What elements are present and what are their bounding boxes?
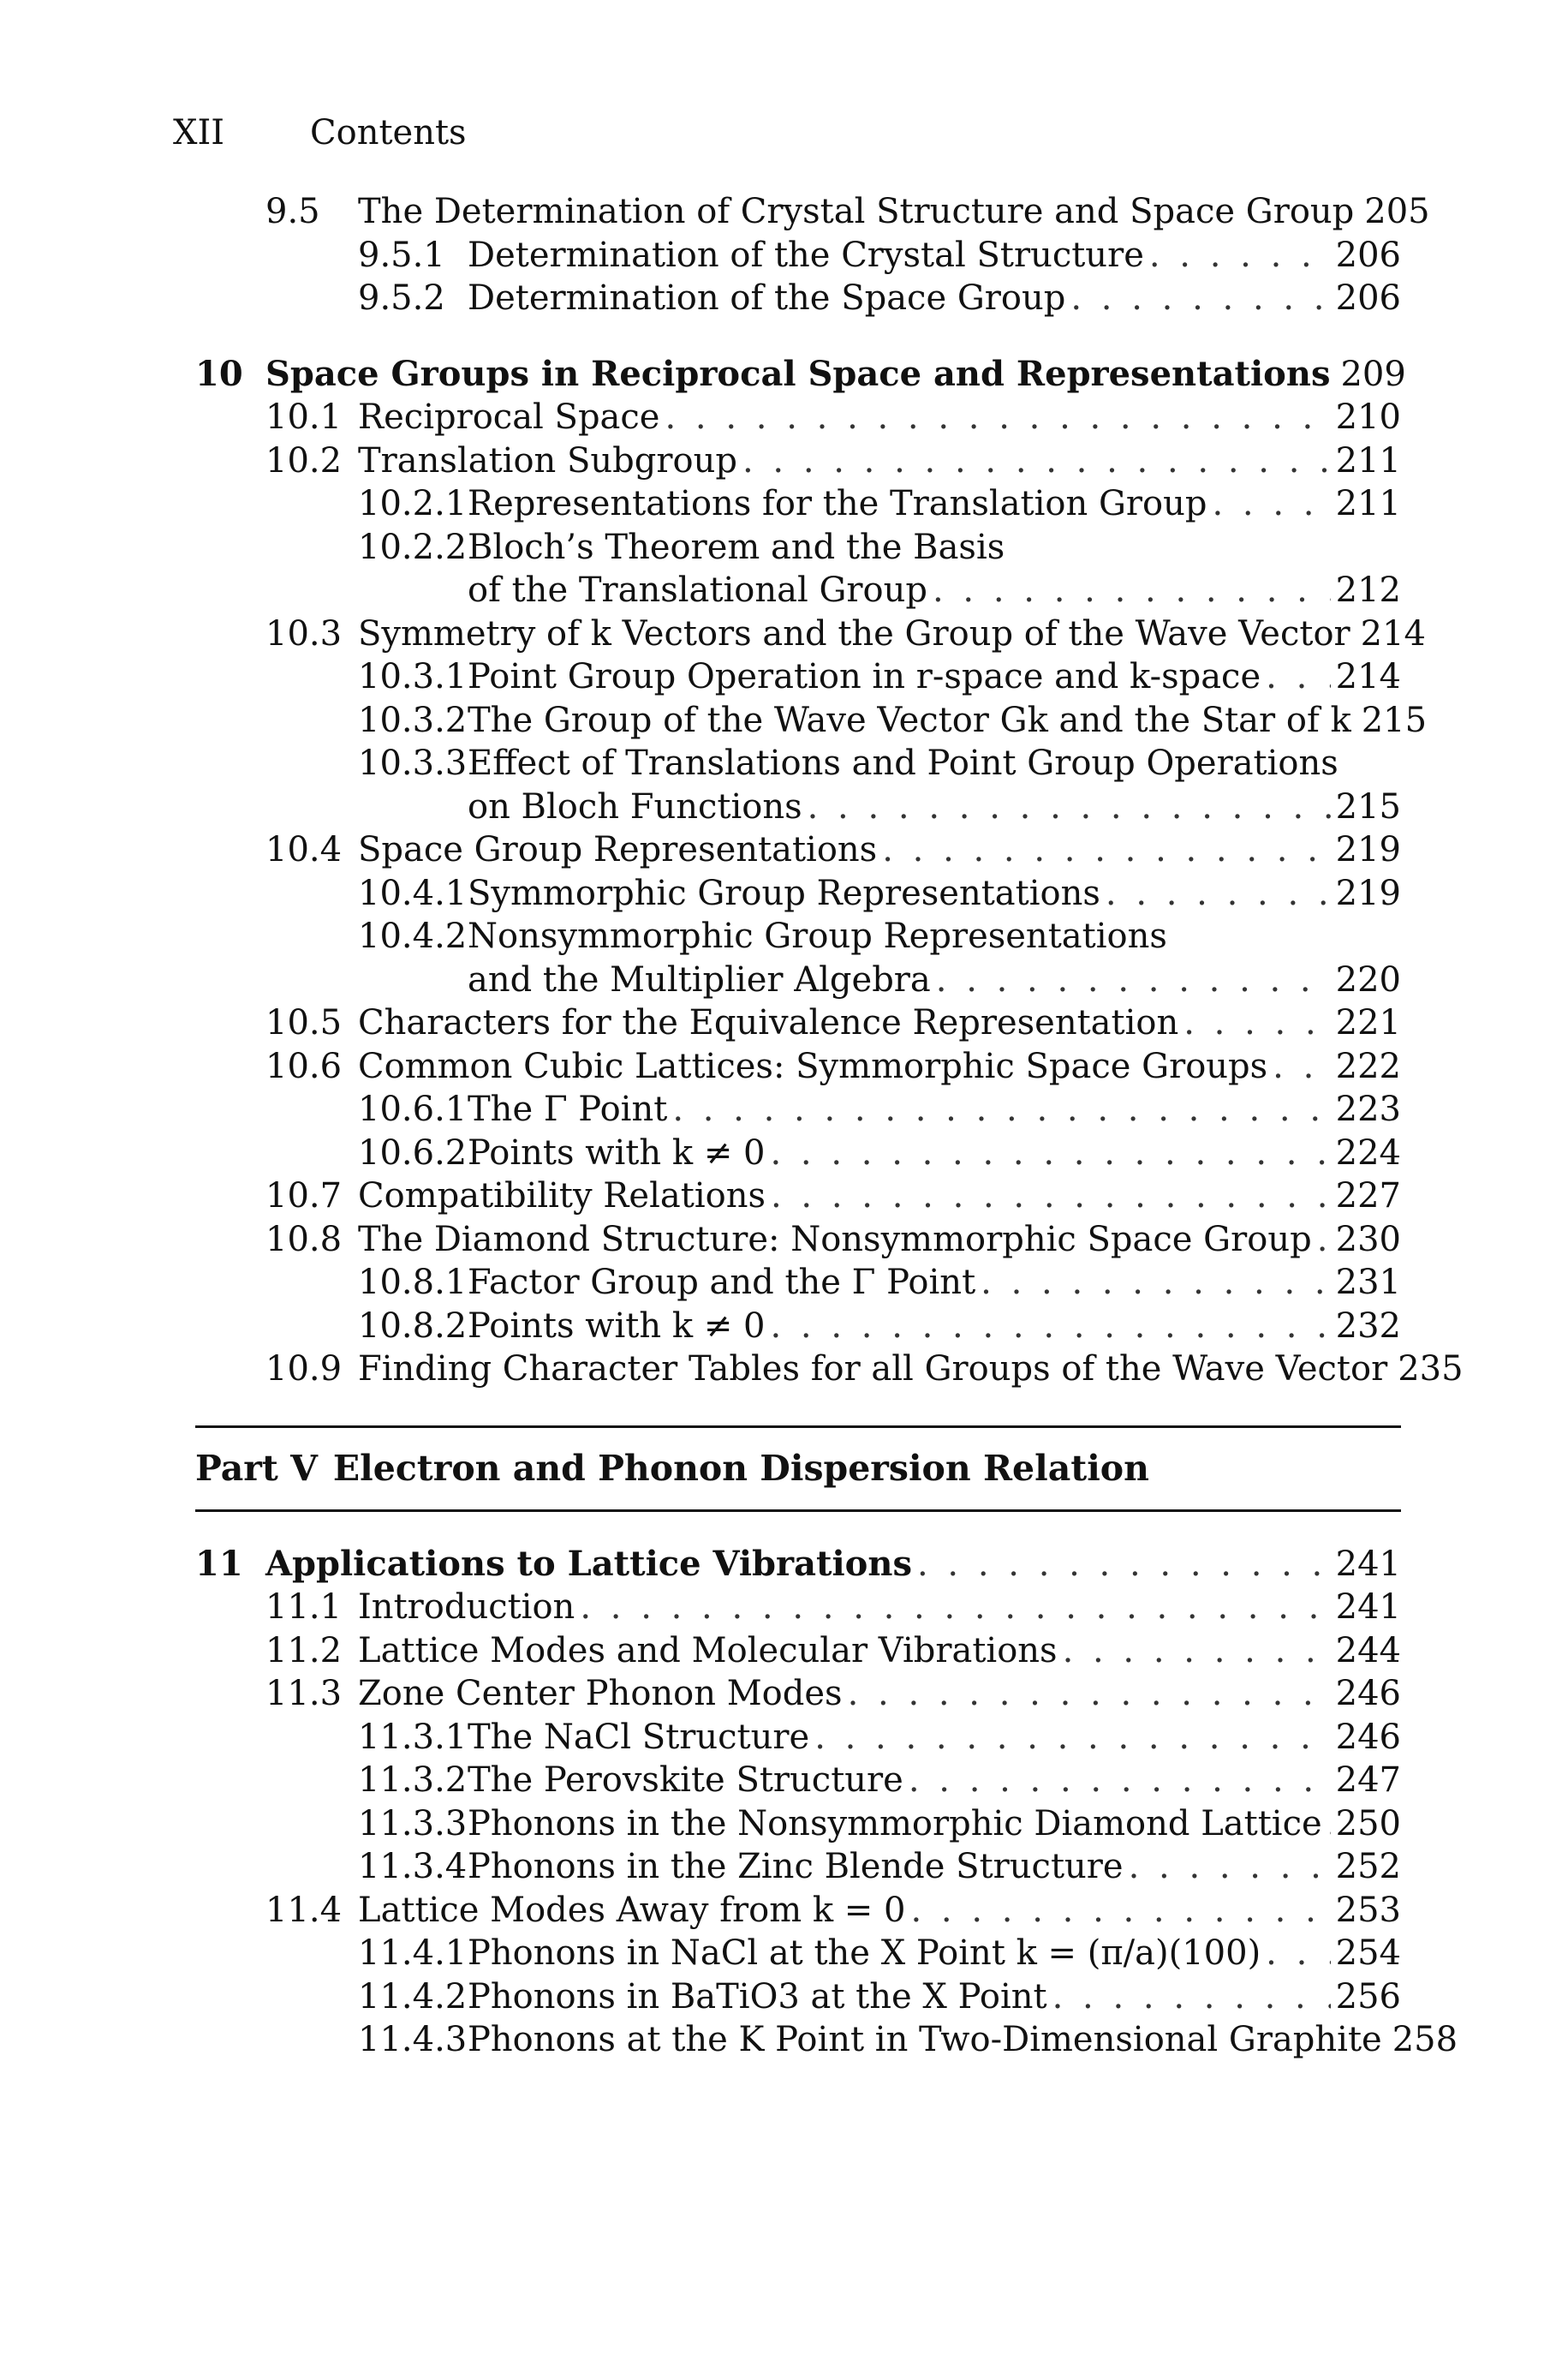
entry-number: 10.3.2 — [358, 700, 468, 740]
entry-title: Space Groups in Reciprocal Space and Representations — [265, 353, 1331, 394]
entry-page-number: 246 — [1335, 1717, 1401, 1757]
dot-leader — [665, 396, 1330, 439]
toc-entry[interactable] — [195, 190, 1430, 234]
dot-leader — [1266, 1932, 1330, 1975]
entry-page-number: 232 — [1335, 1306, 1401, 1346]
entry-title: Reciprocal Space — [358, 397, 660, 437]
entry-title: Phonons in NaCl at the X Point k = (π/a)(100) — [468, 1933, 1261, 1973]
entry-page-number: 250 — [1335, 1803, 1401, 1843]
spacer — [195, 320, 1401, 353]
dot-leader — [1149, 234, 1331, 278]
entry-title: Determination of the Crystal Structure — [468, 235, 1144, 275]
entry-page-number: 231 — [1335, 1263, 1401, 1302]
dot-leader — [1052, 1975, 1331, 2019]
toc-entry[interactable] — [195, 828, 1401, 872]
entry-number: 10.6 — [265, 1046, 343, 1086]
entry-number: 11.3 — [265, 1674, 343, 1713]
toc-entry[interactable] — [195, 353, 1406, 397]
entry-page-number: 206 — [1335, 235, 1401, 275]
entry-page-number: 222 — [1335, 1046, 1401, 1086]
entry-page-number: 211 — [1335, 440, 1401, 481]
toc-entry[interactable] — [195, 699, 1428, 743]
entry-page-number: 205 — [1364, 192, 1430, 231]
toc-entry[interactable] — [195, 1045, 1401, 1089]
entry-number: 10.8.1 — [358, 1263, 468, 1302]
entry-title: The Diamond Structure: Nonsymmorphic Space Group — [358, 1219, 1312, 1259]
toc-entry[interactable] — [195, 786, 1401, 829]
toc-entry[interactable] — [195, 1174, 1401, 1218]
entry-number: 10.7 — [265, 1176, 343, 1216]
entry-page-number: 215 — [1335, 786, 1401, 827]
toc-entry[interactable] — [195, 1132, 1401, 1175]
entry-number: 10.2.1 — [358, 484, 468, 523]
entry-number: 10.4.2 — [358, 917, 468, 956]
toc-entry[interactable] — [195, 1932, 1401, 1975]
entry-title: The Perovskite Structure — [468, 1760, 903, 1800]
entry-title: The NaCl Structure — [468, 1717, 810, 1757]
entry-title: Points with k ≠ 0 — [468, 1132, 766, 1173]
entry-title: Determination of the Space Group — [468, 278, 1066, 318]
entry-number: 11.4.2 — [358, 1976, 468, 2017]
entry-title: Characters for the Equivalence Representation — [358, 1003, 1179, 1043]
entry-title: Phonons in the Nonsymmorphic Diamond Lattice — [468, 1803, 1322, 1843]
dot-leader — [1273, 1045, 1330, 1089]
entry-title: Bloch’s Theorem and the Basis — [468, 527, 1005, 567]
toc-block-chapter-9 — [195, 190, 1430, 320]
entry-page-number: 235 — [1398, 1349, 1464, 1389]
entry-page-number: 247 — [1335, 1760, 1401, 1800]
toc-entry[interactable] — [195, 612, 1427, 656]
entry-number: 11 — [195, 1543, 243, 1584]
part-title: Electron and Phonon Dispersion Relation — [332, 1448, 1149, 1489]
entry-page-number: 215 — [1361, 700, 1428, 740]
entry-number: 11.2 — [265, 1630, 343, 1670]
entry-title: Point Group Operation in r-space and k-space — [468, 657, 1261, 696]
entry-title: and the Multiplier Algebra — [468, 959, 931, 1000]
dot-leader — [1063, 1629, 1331, 1673]
dot-leader — [672, 1088, 1330, 1132]
toc-entry[interactable] — [195, 742, 1401, 786]
dot-leader — [580, 1586, 1330, 1629]
entry-number: 10.6.1 — [358, 1090, 468, 1129]
entry-number: 10.3.1 — [358, 657, 468, 696]
entry-title: Lattice Modes and Molecular Vibrations — [358, 1630, 1058, 1670]
dot-leader — [981, 1261, 1330, 1305]
entry-page-number: 224 — [1335, 1132, 1401, 1173]
entry-page-number: 244 — [1335, 1630, 1401, 1670]
toc-entry[interactable] — [195, 1088, 1401, 1132]
entry-number: 10.8 — [265, 1219, 343, 1259]
entry-page-number: 252 — [1335, 1847, 1401, 1886]
entry-number: 11.4.3 — [358, 2020, 468, 2059]
entry-number: 10.5 — [265, 1003, 343, 1043]
entry-number: 10.4 — [265, 830, 343, 869]
toc-entry[interactable] — [195, 915, 1401, 959]
table-of-contents — [195, 190, 1464, 2062]
entry-number: 9.5.1 — [358, 235, 445, 275]
entry-title: Introduction — [358, 1587, 575, 1627]
entry-page-number: 256 — [1335, 1976, 1401, 2017]
entry-number: 11.3.1 — [358, 1717, 468, 1757]
toc-entry[interactable] — [195, 1347, 1464, 1391]
entry-title: Factor Group and the Γ Point — [468, 1263, 976, 1302]
entry-page-number: 220 — [1335, 959, 1401, 1000]
dot-leader — [808, 786, 1331, 829]
entry-number: 10.8.2 — [358, 1306, 468, 1346]
toc-block-chapter-11 — [195, 1543, 1458, 2062]
part-label: Part V — [195, 1448, 318, 1489]
entry-number: 10.2 — [265, 440, 343, 481]
entry-title: Applications to Lattice Vibrations — [265, 1543, 912, 1584]
dot-leader — [771, 1174, 1331, 1218]
dot-leader — [1327, 1802, 1331, 1846]
toc-entry[interactable] — [195, 482, 1401, 526]
entry-number: 10.9 — [265, 1349, 343, 1389]
dot-leader — [936, 959, 1331, 1002]
entry-title: Zone Center Phonon Modes — [358, 1674, 843, 1713]
toc-entry[interactable] — [195, 1629, 1401, 1673]
toc-entry[interactable] — [195, 1261, 1401, 1305]
dot-leader — [770, 1132, 1330, 1175]
entry-title: Representations for the Translation Group — [468, 484, 1207, 523]
entry-title: Compatibility Relations — [358, 1176, 766, 1216]
entry-page-number: 258 — [1392, 2020, 1458, 2059]
toc-entry[interactable] — [195, 1586, 1401, 1629]
toc-entry[interactable] — [195, 959, 1401, 1002]
toc-entry[interactable] — [195, 2018, 1458, 2062]
entry-number: 11.1 — [265, 1587, 343, 1627]
dot-leader — [1266, 655, 1331, 699]
toc-entry[interactable] — [195, 1845, 1401, 1889]
toc-entry[interactable] — [195, 234, 1401, 278]
dot-leader — [1106, 872, 1331, 916]
entry-title: Phonons at the K Point in Two-Dimensional Graphite — [468, 2020, 1382, 2059]
entry-title: Phonons in the Zinc Blende Structure — [468, 1847, 1124, 1886]
entry-title: on Bloch Functions — [468, 786, 802, 827]
toc-entry[interactable] — [195, 655, 1401, 699]
entry-title: Symmorphic Group Representations — [468, 873, 1100, 913]
entry-number: 10.2.2 — [358, 527, 468, 567]
running-head — [173, 113, 467, 152]
entry-number: 10.3.3 — [358, 744, 468, 783]
toc-entry[interactable] — [195, 1759, 1401, 1802]
entry-title: The Group of the Wave Vector Gk and the Star of k — [468, 700, 1351, 740]
dot-leader — [910, 1889, 1330, 1933]
entry-number: 10.6.2 — [358, 1132, 468, 1173]
dot-leader — [770, 1305, 1330, 1348]
entry-page-number: 219 — [1335, 873, 1401, 913]
entry-number: 11.3.2 — [358, 1760, 468, 1800]
running-title: Contents — [310, 113, 467, 152]
entry-number: 10.3 — [265, 613, 343, 654]
entry-page-number: 254 — [1335, 1933, 1401, 1973]
toc-entry[interactable] — [195, 1543, 1401, 1586]
entry-title: Common Cubic Lattices: Symmorphic Space Groups — [358, 1046, 1268, 1086]
dot-leader — [882, 828, 1330, 872]
entry-title: of the Translational Group — [468, 571, 927, 610]
toc-entry[interactable] — [195, 526, 1401, 570]
dot-leader — [1213, 482, 1331, 526]
toc-entry[interactable] — [195, 1305, 1401, 1348]
entry-page-number: 211 — [1335, 484, 1401, 523]
entry-page-number: 246 — [1335, 1674, 1401, 1713]
toc-entry[interactable] — [195, 569, 1401, 612]
entry-title: Space Group Representations — [358, 830, 878, 869]
dot-leader — [848, 1672, 1331, 1716]
dot-leader — [1317, 1218, 1331, 1262]
toc-entry[interactable] — [195, 1975, 1401, 2019]
entry-page-number: 253 — [1335, 1890, 1401, 1930]
entry-page-number: 221 — [1335, 1003, 1401, 1043]
toc-entry[interactable] — [195, 1802, 1401, 1846]
entry-page-number: 214 — [1335, 657, 1401, 696]
part-heading — [195, 1425, 1401, 1512]
toc-block-chapter-10 — [195, 353, 1464, 1391]
toc-entry[interactable] — [195, 277, 1401, 320]
entry-page-number: 212 — [1335, 571, 1401, 610]
toc-entry[interactable] — [195, 396, 1401, 439]
entry-page-number: 210 — [1335, 397, 1401, 437]
dot-leader — [814, 1716, 1330, 1760]
entry-title: Lattice Modes Away from k = 0 — [358, 1890, 906, 1930]
entry-title: The Γ Point — [468, 1090, 668, 1129]
entry-number: 10.1 — [265, 397, 343, 437]
entry-page-number: 219 — [1335, 830, 1401, 869]
entry-number: 9.5 — [265, 192, 320, 231]
entry-number: 11.3.4 — [358, 1847, 468, 1886]
toc-entry[interactable] — [195, 439, 1401, 483]
entry-title: Phonons in BaTiO3 at the X Point — [468, 1976, 1047, 2017]
toc-entry[interactable] — [195, 1889, 1401, 1933]
entry-title: Finding Character Tables for all Groups of the Wave Vector — [358, 1349, 1388, 1389]
entry-number: 11.3.3 — [358, 1803, 468, 1843]
dot-leader — [1129, 1845, 1331, 1889]
entry-title: Effect of Translations and Point Group Operations — [468, 744, 1338, 783]
entry-page-number: 241 — [1335, 1544, 1401, 1584]
entry-number: 11.4.1 — [358, 1933, 468, 1973]
entry-title: Nonsymmorphic Group Representations — [468, 917, 1167, 956]
entry-number: 9.5.2 — [358, 278, 445, 318]
toc-entry[interactable] — [195, 1672, 1401, 1716]
entry-page-number: 241 — [1335, 1587, 1401, 1627]
dot-leader — [917, 1543, 1331, 1586]
entry-page-number: 223 — [1335, 1090, 1401, 1129]
toc-entry[interactable] — [195, 1716, 1401, 1760]
entry-title: Translation Subgroup — [358, 440, 737, 481]
entry-page-number: 214 — [1360, 613, 1427, 654]
page-number: XII — [173, 113, 225, 152]
dot-leader — [909, 1759, 1331, 1802]
entry-number: 10 — [195, 353, 243, 394]
dot-leader — [1070, 277, 1330, 320]
entry-page-number: 206 — [1335, 278, 1401, 318]
entry-number: 10.4.1 — [358, 873, 468, 913]
entry-title: The Determination of Crystal Structure and Space Group — [358, 192, 1355, 231]
entry-page-number: 230 — [1335, 1219, 1401, 1259]
toc-entry[interactable] — [195, 1001, 1401, 1045]
entry-page-number: 227 — [1335, 1176, 1401, 1216]
entry-title: Points with k ≠ 0 — [468, 1306, 766, 1346]
dot-leader — [742, 439, 1331, 483]
entry-title: Symmetry of k Vectors and the Group of the Wave Vector — [358, 613, 1350, 654]
entry-page-number: 209 — [1340, 354, 1406, 394]
dot-leader — [1183, 1001, 1330, 1045]
entry-number: 11.4 — [265, 1890, 343, 1930]
dot-leader — [933, 569, 1331, 612]
toc-entry[interactable] — [195, 1218, 1401, 1262]
toc-entry[interactable] — [195, 872, 1401, 916]
